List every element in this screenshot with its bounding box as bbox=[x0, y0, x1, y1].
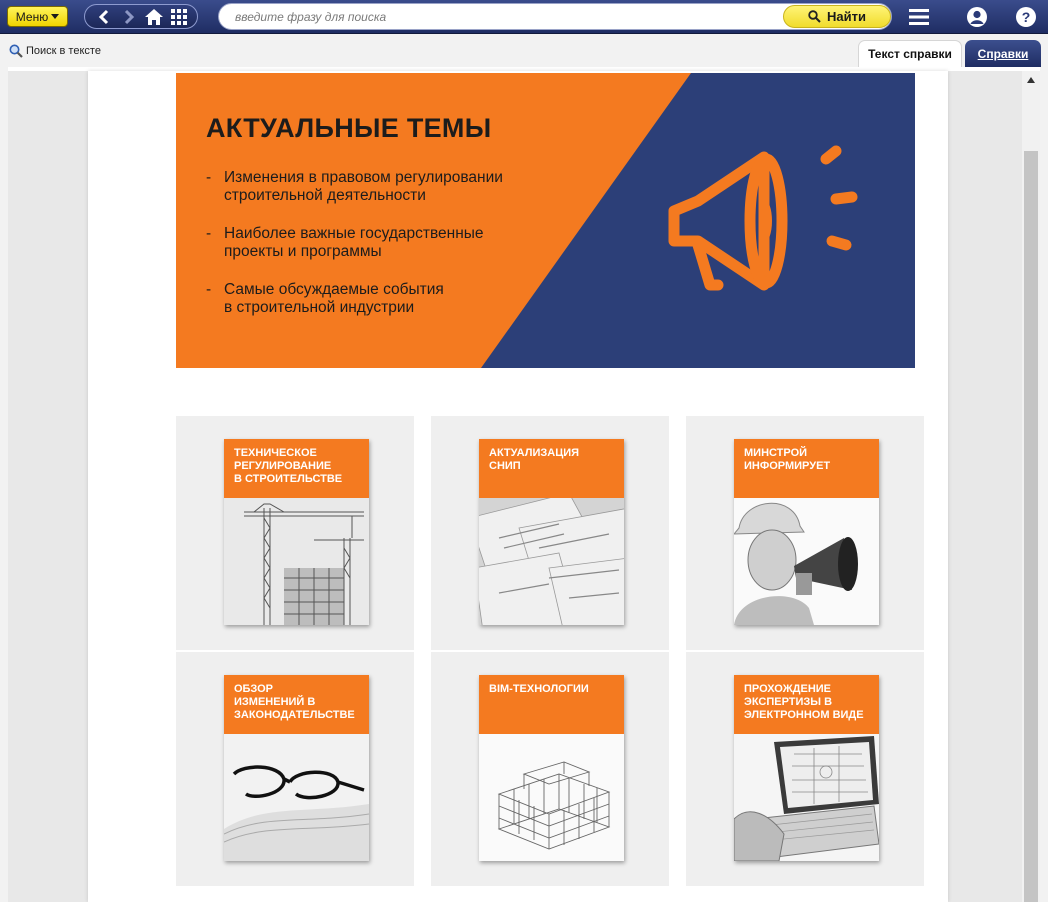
topic-tile[interactable] bbox=[176, 416, 414, 650]
help-icon bbox=[1015, 6, 1037, 28]
text-search-label: Поиск в тексте bbox=[26, 45, 101, 57]
list-menu-button[interactable] bbox=[906, 4, 932, 30]
scroll-up-button[interactable] bbox=[1022, 71, 1040, 89]
help-button[interactable] bbox=[1013, 4, 1039, 30]
topic-title: ПРОХОЖДЕНИЕ ЭКСПЕРТИЗЫ В ЭЛЕКТРОННОМ ВИДЕ bbox=[744, 683, 864, 721]
find-button-label: Найти bbox=[827, 9, 866, 24]
search-input[interactable] bbox=[235, 8, 775, 26]
menu-button-label: Меню bbox=[15, 9, 49, 24]
banner-list bbox=[206, 169, 556, 337]
back-button[interactable] bbox=[93, 7, 115, 27]
topic-cover bbox=[734, 675, 879, 861]
cranes-photo bbox=[224, 498, 369, 625]
chevron-right-icon bbox=[123, 9, 135, 25]
text-search-link[interactable] bbox=[9, 44, 101, 58]
topic-tile[interactable] bbox=[686, 652, 924, 886]
find-button[interactable] bbox=[783, 5, 891, 28]
home-button[interactable] bbox=[143, 7, 165, 27]
apps-button[interactable] bbox=[168, 7, 190, 27]
documents-photo bbox=[479, 498, 624, 625]
user-icon bbox=[966, 6, 988, 28]
topic-header bbox=[479, 675, 624, 734]
menu-button[interactable] bbox=[7, 6, 68, 27]
topic-tile[interactable] bbox=[431, 652, 669, 886]
search-box bbox=[218, 3, 892, 30]
banner-list-item: - Наиболее важные государственные проекты и программы bbox=[206, 225, 556, 261]
banner-title: АКТУАЛЬНЫЕ ТЕМЫ bbox=[206, 113, 492, 143]
man-with-megaphone-photo bbox=[734, 498, 879, 625]
tab-label: Справки bbox=[977, 46, 1029, 61]
glasses-on-book-photo bbox=[224, 734, 369, 861]
navigation-group bbox=[84, 4, 198, 29]
tab-label: Текст справки bbox=[868, 47, 952, 61]
forward-button[interactable] bbox=[118, 7, 140, 27]
hot-topics-banner[interactable] bbox=[176, 73, 915, 368]
scroll-thumb[interactable] bbox=[1024, 151, 1038, 902]
topic-header bbox=[224, 675, 369, 734]
chevron-down-icon bbox=[51, 14, 59, 19]
home-icon bbox=[144, 8, 164, 26]
user-button[interactable] bbox=[964, 4, 990, 30]
chevron-left-icon bbox=[98, 9, 110, 25]
triangle-up-icon bbox=[1027, 77, 1035, 83]
page-gutter-left bbox=[8, 71, 88, 902]
topic-cover bbox=[224, 439, 369, 625]
document-subbar bbox=[0, 35, 1048, 67]
topic-cover bbox=[734, 439, 879, 625]
svg-text:?: ? bbox=[1021, 9, 1031, 25]
hamburger-icon bbox=[909, 8, 929, 26]
banner-list-item: - Изменения в правовом регулировании строительной деятельности bbox=[206, 169, 556, 205]
topic-tile[interactable] bbox=[176, 652, 414, 886]
topic-title: ТЕХНИЧЕСКОЕ РЕГУЛИРОВАНИЕ В СТРОИТЕЛЬСТВЕ bbox=[234, 447, 343, 485]
magnifier-icon bbox=[9, 44, 23, 58]
tab-reference-text[interactable] bbox=[858, 40, 962, 67]
topic-cover bbox=[224, 675, 369, 861]
topic-cover bbox=[479, 439, 624, 625]
search-icon bbox=[808, 10, 821, 23]
topic-tile[interactable] bbox=[686, 416, 924, 650]
building-model-photo bbox=[479, 734, 624, 861]
laptop-blueprint-photo bbox=[734, 734, 879, 861]
topic-header bbox=[734, 675, 879, 734]
grid-icon bbox=[170, 8, 188, 26]
topic-title: ОБЗОР ИЗМЕНЕНИЙ В ЗАКОНОДАТЕЛЬСТВЕ bbox=[234, 683, 355, 721]
megaphone-icon bbox=[654, 137, 874, 307]
topic-title: АКТУАЛИЗАЦИЯ СНИП bbox=[489, 447, 580, 472]
topic-header bbox=[479, 439, 624, 498]
top-toolbar bbox=[0, 0, 1048, 34]
topic-header bbox=[734, 439, 879, 498]
tab-references[interactable] bbox=[965, 40, 1041, 67]
topic-tile[interactable] bbox=[431, 416, 669, 650]
vertical-scrollbar[interactable] bbox=[1022, 71, 1040, 902]
topic-title: МИНСТРОЙ ИНФОРМИРУЕТ bbox=[744, 447, 831, 472]
page-gutter-right bbox=[948, 71, 1022, 902]
banner-list-item: - Самые обсуждаемые события в строительной индустрии bbox=[206, 281, 556, 317]
topic-header bbox=[224, 439, 369, 498]
topic-title: BIM-ТЕХНОЛОГИИ bbox=[489, 683, 589, 695]
topic-cover bbox=[479, 675, 624, 861]
